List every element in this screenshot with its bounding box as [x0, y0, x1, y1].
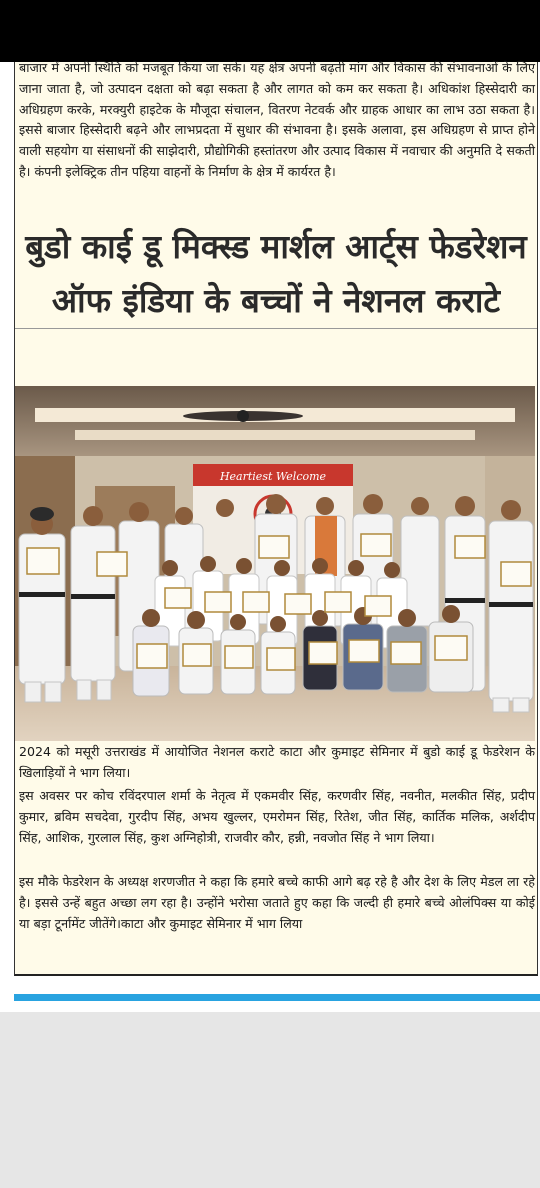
empty-area: [0, 1012, 540, 1188]
status-bar: [0, 0, 540, 62]
intro-paragraph: बाजार में अपनी स्थिति को मजबूत किया जा सके। यह क्षेत्र अपनी बढ़ती मांग और विकास की संभावनाओं के लिए जाना जाता है, जो उत्पादन दक्षता को बढ़ा सकता है और लागत को कम कर सकता है। अधिकांश हिस्सेदारी का अधिग्रहण करके, मरक्युरी हाइटेक के मौजूदा संचालन, वितरण नेटवर्क और ग्राहक आधार का लाभ उठा सकता है। इससे बाजार हिस्सेदारी बढ़ने और लाभप्रदता में सुधार की संभावना है। इसके अलावा, इस अधिग्रहण से प्राप्त होने वाली सहयोग या संसाधनों की साझेदारी, प्रौद्योगिकी हस्तांतरण और उत्पाद विकास में नवाचार की अनुमति दे सकती है। कंपनी इलेक्ट्रिक तीन पहिया वाहनों के निर्माण के क्षेत्र में कार्यरत है।: [19, 60, 535, 179]
accent-rule: [14, 994, 540, 1001]
article-column: [14, 62, 538, 976]
group-photo: [15, 386, 535, 741]
body-paragraph-3: इस मौके फेडरेशन के अध्यक्ष शरणजीत ने कहा कि हमारे बच्चे काफी आगे बढ़ रहे है और देश के लिए मेडल ला रहे है। इससे उन्हें बहुत अच्छा लग रहा है। उन्होंने भरोसा जताते हुए कहा कि जल्दी ही हमारे बच्चे ओलंपिक्स या कोई या बड़ा टूर्नामेंट जीतेंगे।काटा और कुमाइट सेमिनार में भाग लिया: [19, 874, 535, 931]
headline-divider: [15, 328, 537, 329]
banner-text: Heartiest Welcome: [219, 470, 327, 483]
article-headline: बुडो काई डू मिक्स्ड मार्शल आर्ट्स फेडरेशन ऑफ इंडिया के बच्चों ने नेशनल कराटे: [25, 227, 527, 320]
newspaper-page: [0, 62, 540, 1012]
body-paragraph-2: इस अवसर पर कोच रविंदरपाल शर्मा के नेतृत्व में एकमवीर सिंह, करणवीर सिंह, नवनीत, मलकीत सिंह, प्रदीप कुमार, ब्रविम सचदेवा, गुरदीप सिंह, अभय खुल्लर, एमरोमन सिंह, रितेश, जीत सिंह, कार्तिक मलिक, अर्शदीप सिंह, आशिक, गुरलाल सिंह, कुश अग्निहोत्री, राजवीर कौर, हन्नी, नवजोत सिंह ने भाग लिया।: [19, 788, 535, 845]
body-paragraph-1: 2024 को मसूरी उत्तराखंड में आयोजित नेशनल कराटे काटा और कुमाइट सेमिनार में बुडो काई डू फेडरेशन के खिलाड़ियों ने भाग लिया।: [19, 744, 535, 780]
